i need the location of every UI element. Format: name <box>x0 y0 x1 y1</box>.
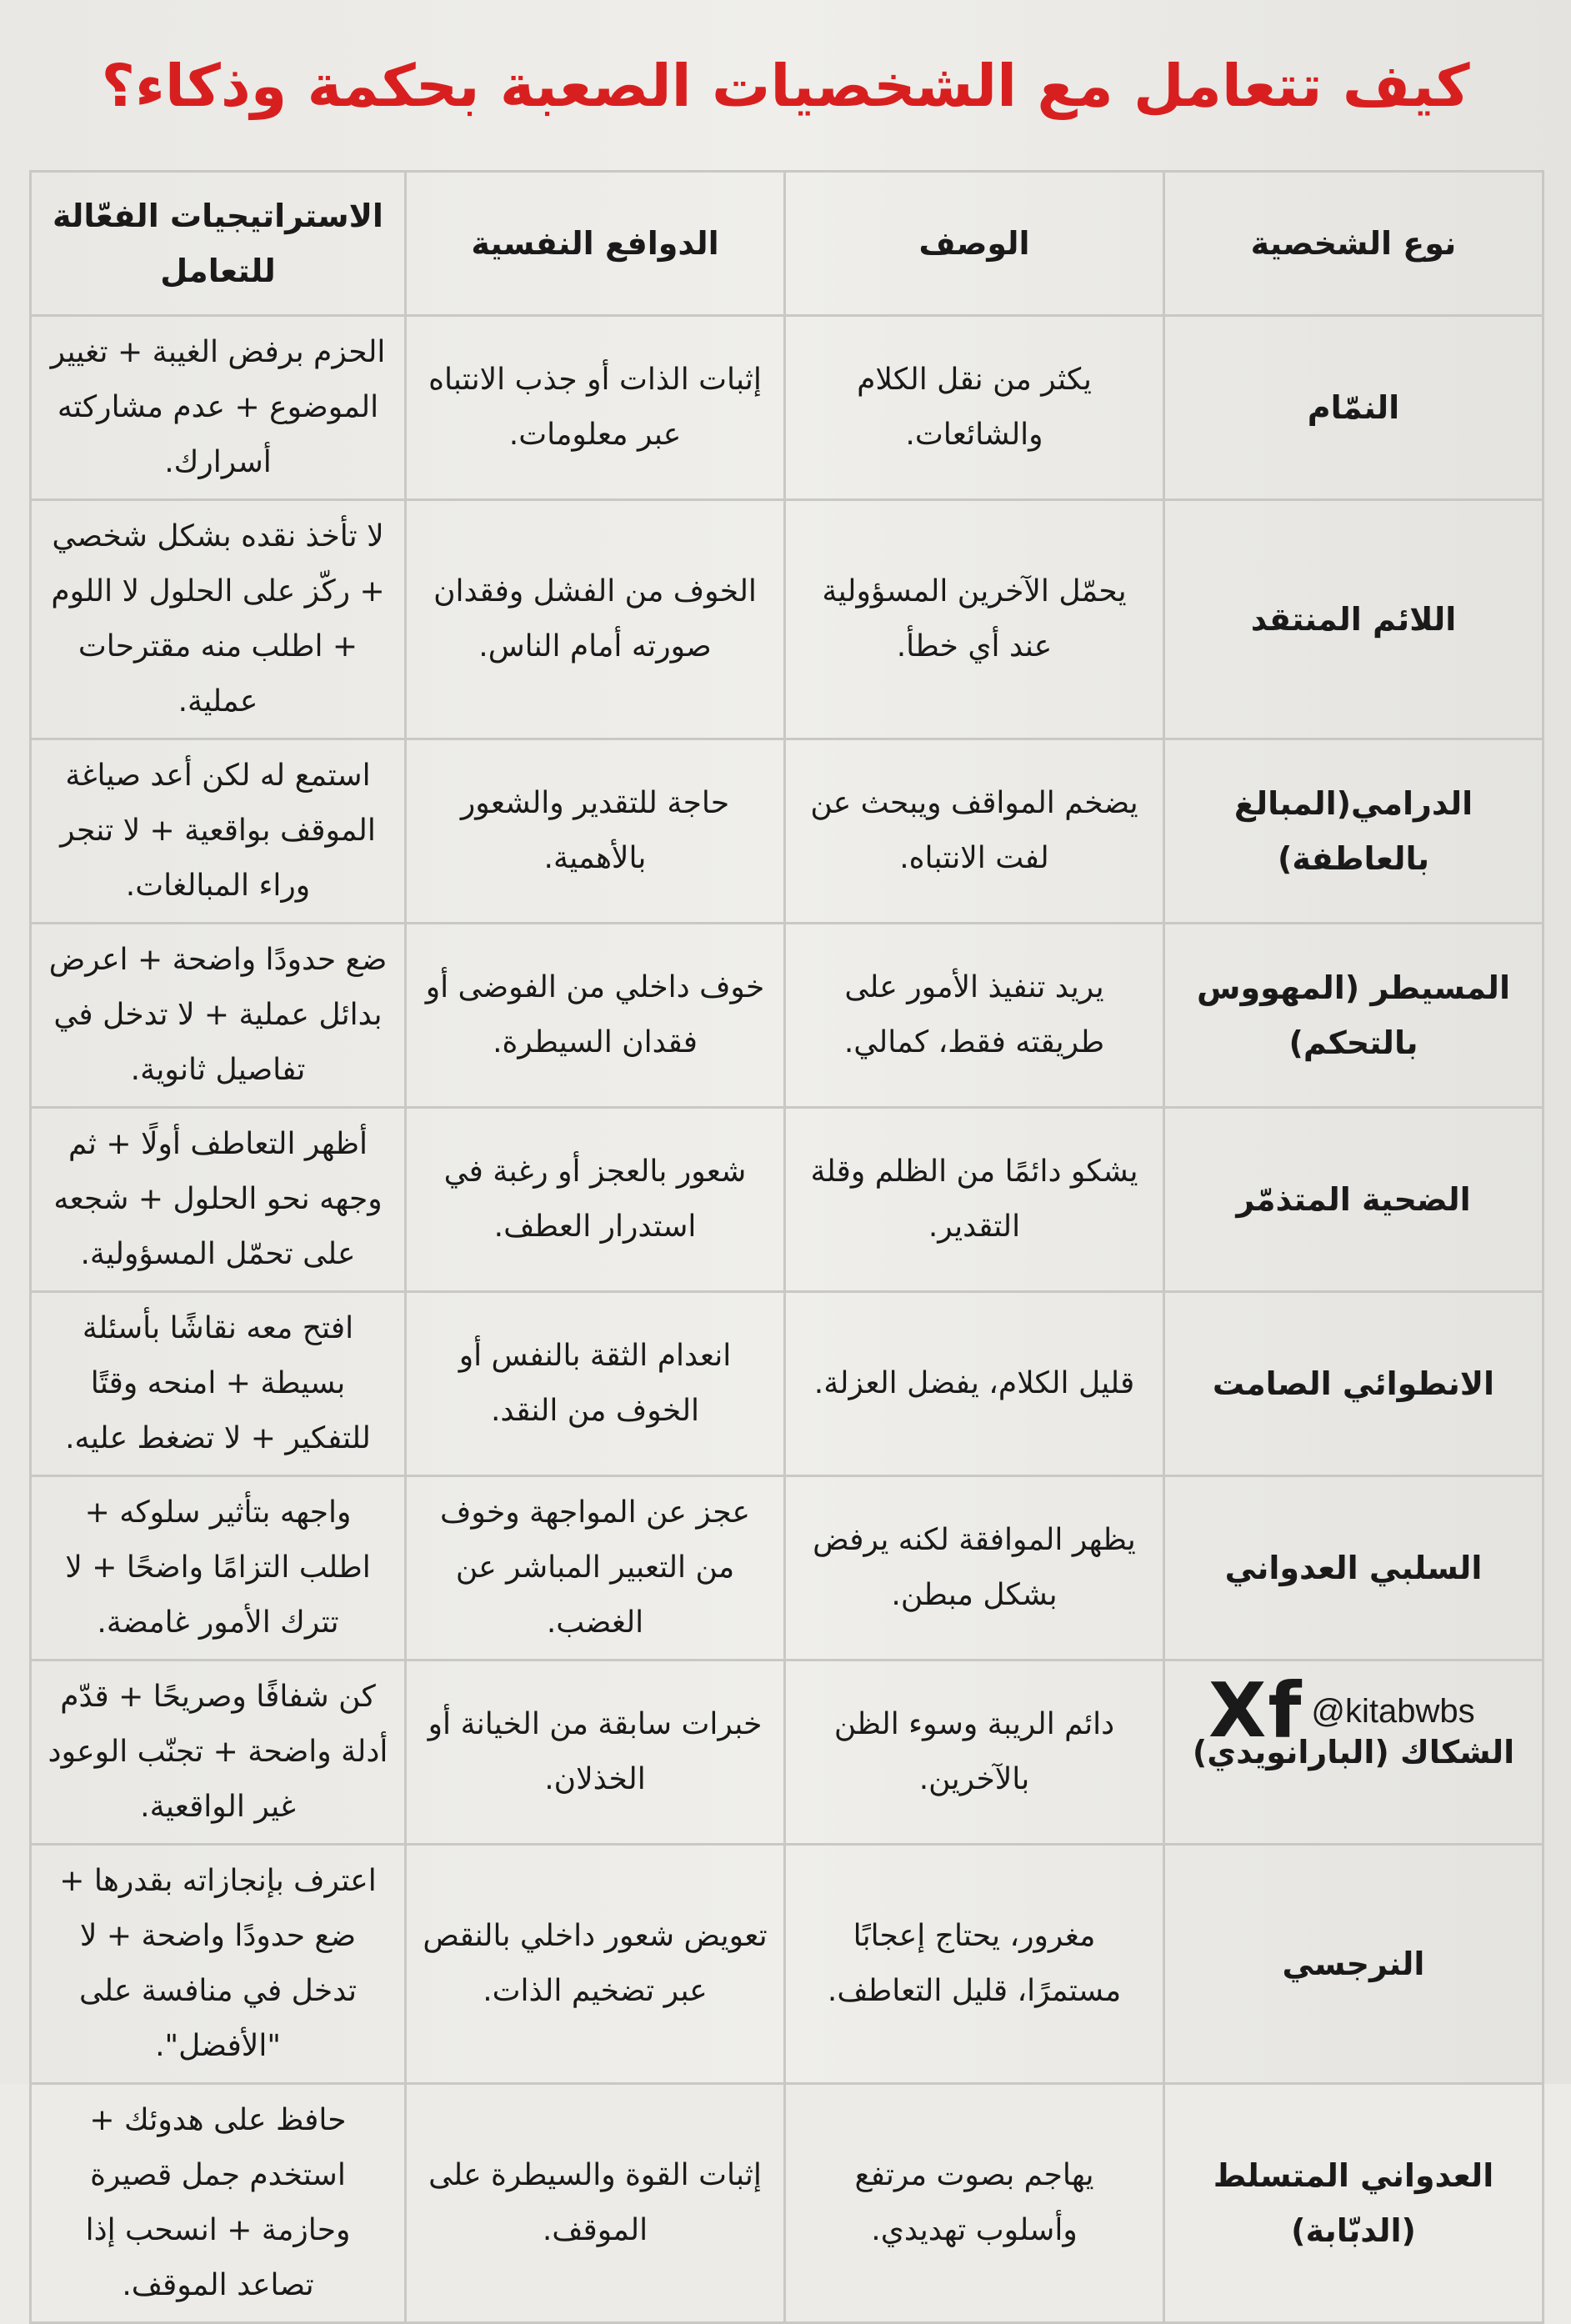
header-motives: الدوافع النفسية <box>406 172 785 316</box>
cell-type: الشكاك (البارانويدي) <box>1164 1660 1543 1845</box>
header-description: الوصف <box>785 172 1164 316</box>
cell-type: اللائم المنتقد <box>1164 500 1543 739</box>
table-row <box>31 1292 1543 1476</box>
header-type: نوع الشخصية <box>1164 172 1543 316</box>
table-row <box>31 316 1543 500</box>
table-row <box>31 1108 1543 1292</box>
cell-motives: إثبات القوة والسيطرة على الموقف. <box>406 2084 785 2323</box>
table-row <box>31 500 1543 739</box>
cell-strategies: لا تأخذ نقده بشكل شخصي + ركّز على الحلول لا اللوم + اطلب منه مقترحات عملية. <box>31 500 406 739</box>
cell-motives: تعويض شعور داخلي بالنقص عبر تضخيم الذات. <box>406 1845 785 2084</box>
cell-strategies: ضع حدودًا واضحة + اعرض بدائل عملية + لا تدخل في تفاصيل ثانوية. <box>31 924 406 1108</box>
cell-type: العدواني المتسلط (الدبّابة) <box>1164 2084 1543 2323</box>
facebook-icon: f <box>1268 1666 1302 1756</box>
cell-description: يهاجم بصوت مرتفع وأسلوب تهديدي. <box>785 2084 1164 2323</box>
cell-description: يريد تنفيذ الأمور على طريقته فقط، كمالي. <box>785 924 1164 1108</box>
cell-type: المسيطر (المهووس بالتحكم) <box>1164 924 1543 1108</box>
cell-motives: الخوف من الفشل وفقدان صورته أمام الناس. <box>406 500 785 739</box>
cell-description: يكثر من نقل الكلام والشائعات. <box>785 316 1164 500</box>
cell-description: يحمّل الآخرين المسؤولية عند أي خطأ. <box>785 500 1164 739</box>
cell-description: يشكو دائمًا من الظلم وقلة التقدير. <box>785 1108 1164 1292</box>
cell-type: النمّام <box>1164 316 1543 500</box>
table-header-row <box>31 172 1543 316</box>
cell-motives: خوف داخلي من الفوضى أو فقدان السيطرة. <box>406 924 785 1108</box>
table-row <box>31 1476 1543 1660</box>
cell-type: السلبي العدواني <box>1164 1476 1543 1660</box>
cell-motives: انعدام الثقة بالنفس أو الخوف من النقد. <box>406 1292 785 1476</box>
cell-strategies: حافظ على هدوئك + استخدم جمل قصيرة وحازمة + انسحب إذا تصاعد الموقف. <box>31 2084 406 2323</box>
cell-motives: عجز عن المواجهة وخوف من التعبير المباشر عن الغضب. <box>406 1476 785 1660</box>
x-logo-icon: X <box>1208 1667 1267 1755</box>
page-title: كيف تتعامل مع الشخصيات الصعبة بحكمة وذكاء؟ <box>101 52 1470 120</box>
personalities-table <box>29 170 1544 2324</box>
cell-type: الدرامي(المبالغ بالعاطفة) <box>1164 739 1543 924</box>
cell-motives: حاجة للتقدير والشعور بالأهمية. <box>406 739 785 924</box>
cell-motives: خبرات سابقة من الخيانة أو الخذلان. <box>406 1660 785 1845</box>
cell-type: الانطوائي الصامت <box>1164 1292 1543 1476</box>
cell-strategies: اعترف بإنجازاته بقدرها + ضع حدودًا واضحة + لا تدخل في منافسة على "الأفضل". <box>31 1845 406 2084</box>
cell-motives: إثبات الذات أو جذب الانتباه عبر معلومات. <box>406 316 785 500</box>
cell-description: دائم الريبة وسوء الظن بالآخرين. <box>785 1660 1164 1845</box>
table-row <box>31 739 1543 924</box>
header-strategies: الاستراتيجيات الفعّالة للتعامل <box>31 172 406 316</box>
table-row <box>31 924 1543 1108</box>
table-row <box>31 1845 1543 2084</box>
cell-type: الضحية المتذمّر <box>1164 1108 1543 1292</box>
cell-strategies: استمع له لكن أعد صياغة الموقف بواقعية + لا تنجر وراء المبالغات. <box>31 739 406 924</box>
cell-strategies: افتح معه نقاشًا بأسئلة بسيطة + امنحه وقتًا للتفكير + لا تضغط عليه. <box>31 1292 406 1476</box>
cell-strategies: أظهر التعاطف أولًا + ثم وجهه نحو الحلول + شجعه على تحمّل المسؤولية. <box>31 1108 406 1292</box>
cell-description: يظهر الموافقة لكنه يرفض بشكل مبطن. <box>785 1476 1164 1660</box>
table-row <box>31 2084 1543 2323</box>
cell-type: النرجسي <box>1164 1845 1543 2084</box>
social-handle: @kitabwbs <box>1311 1692 1475 1730</box>
cell-description: قليل الكلام، يفضل العزلة. <box>785 1292 1164 1476</box>
cell-description: يضخم المواقف ويبحث عن لفت الانتباه. <box>785 739 1164 924</box>
cell-strategies: واجهه بتأثير سلوكه + اطلب التزامًا واضحًا + لا تترك الأمور غامضة. <box>31 1476 406 1660</box>
cell-strategies: الحزم برفض الغيبة + تغيير الموضوع + عدم مشاركته أسرارك. <box>31 316 406 500</box>
cell-description: مغرور، يحتاج إعجابًا مستمرًا، قليل التعاطف. <box>785 1845 1164 2084</box>
cell-motives: شعور بالعجز أو رغبة في استدرار العطف. <box>406 1108 785 1292</box>
cell-strategies: كن شفافًا وصريحًا + قدّم أدلة واضحة + تجنّب الوعود غير الواقعية. <box>31 1660 406 1845</box>
